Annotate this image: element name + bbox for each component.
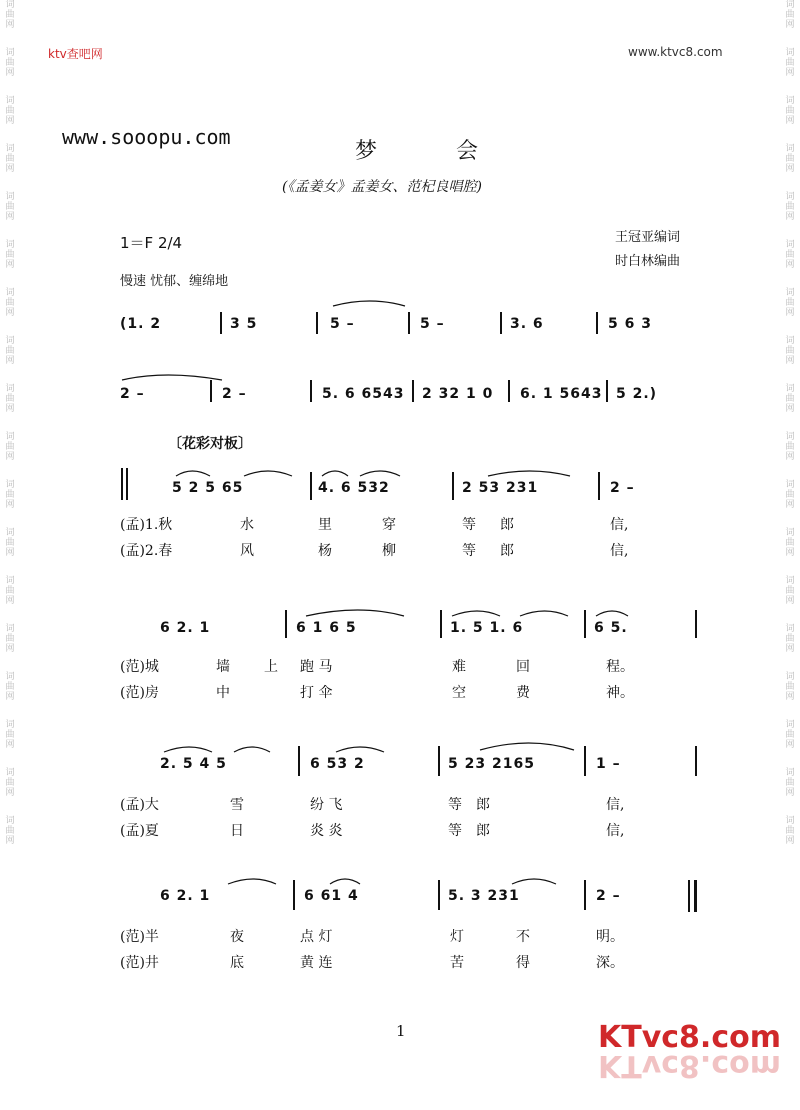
intro-measure: 6. 1 5643 [520,386,603,402]
bar-line [584,880,586,910]
lyric-word: 等 [448,797,462,813]
site-url: www.sooopu.com [62,125,231,149]
bar-line [598,472,600,500]
lyric-word: 苦 [450,955,464,971]
right-watermark-strip: 词曲网 词曲网 词曲网 词曲网 词曲网 词曲网 词曲网 词曲网 词曲网 词曲网 词曲网 词曲网 词曲网 词曲网 词曲网 词曲网 词曲网 词曲网 [785,0,795,846]
bar-line [695,746,697,776]
score-measure: 5 2 5 65 [172,480,244,496]
intro-measure: (1. 2 [120,316,162,332]
bar-line [606,380,608,402]
score-measure: 6 5. [594,620,628,636]
lyric-word: 柳 [382,543,396,559]
lyric-word: (孟)大 [120,797,159,813]
header-site-right[interactable]: www.ktvc8.com [628,45,723,59]
bar-line [408,312,410,334]
lyric-word: 郎 [476,797,490,813]
intro-measure: 2 – [120,386,145,402]
score-measure: 2 53 231 [462,480,539,496]
lyric-word: (孟)2.春 [120,543,173,559]
key-signature: 1＝F 2/4 [120,234,183,252]
section-label: 〔花彩对板〕 [168,436,252,452]
bar-line [412,380,414,402]
lyric-word: (范)城 [120,659,159,675]
site-logo[interactable]: KTvc8.com [598,1020,781,1055]
bar-line [438,746,440,776]
intro-measure: 5 – [330,316,355,332]
score-measure: 6 2. 1 [160,620,211,636]
bar-line [310,380,312,402]
bar-line [584,746,586,776]
header-site-left[interactable]: ktv查吧网 [48,47,103,61]
lyric-word: 郎 [500,517,514,533]
lyric-word: (范)井 [120,955,159,971]
intro-measure: 2 – [222,386,247,402]
lyric-word: 深。 [596,955,624,971]
bar-line [695,610,697,638]
lyric-word: 信, [610,517,629,533]
lyric-word: 回 [516,659,530,675]
bar-line [210,380,212,402]
lyric-word: 不 [516,929,530,945]
lyric-word: 得 [516,955,530,971]
lyric-word: 里 [318,517,332,533]
score-measure: 6 53 2 [310,756,365,772]
intro-measure: 5 – [420,316,445,332]
lyric-word: 上 [264,659,278,675]
site-logo-reflection: KTvc8.com [598,1048,781,1083]
bar-line [316,312,318,334]
lyric-word: 日 [230,823,244,839]
left-watermark-strip: 词曲网 词曲网 词曲网 词曲网 词曲网 词曲网 词曲网 词曲网 词曲网 词曲网 词曲网 词曲网 词曲网 词曲网 词曲网 词曲网 词曲网 词曲网 [5,0,15,846]
score-measure: 2 – [610,480,635,496]
lyric-word: (范)半 [120,929,159,945]
lyric-word: 信, [606,823,625,839]
lyric-word: 雪 [230,797,244,813]
lyric-word: 底 [230,955,244,971]
score-measure: 6 2. 1 [160,888,211,904]
lyric-word: (孟)夏 [120,823,159,839]
intro-measure: 3 5 [230,316,258,332]
bar-line [220,312,222,334]
intro-measure: 5 2.) [616,386,658,402]
lyric-word: 水 [240,517,254,533]
page-number: 1 [396,1022,406,1040]
score-measure: 5 23 2165 [448,756,535,772]
lyric-word: 费 [516,685,530,701]
lyric-word: 风 [240,543,254,559]
bar-line [298,746,300,776]
lyric-word: 难 [452,659,466,675]
lyric-word: 信, [610,543,629,559]
lyric-word: 信, [606,797,625,813]
lyric-word: 神。 [606,685,634,701]
bar-line [452,472,454,500]
bar-line [584,610,586,638]
composer-credit: 时白林编曲 [615,254,681,269]
score-measure: 6 1 6 5 [296,620,357,636]
bar-line [310,472,312,500]
lyricist-credit: 王冠亚编词 [615,230,681,245]
lyric-word: 墙 [216,659,230,675]
lyric-word: 穿 [382,517,396,533]
lyric-word: (范)房 [120,685,159,701]
lyric-word: 等 [448,823,462,839]
lyric-word: 黄 连 [300,955,333,971]
lyric-word: 灯 [450,929,464,945]
lyric-word: 中 [216,685,230,701]
lyric-word: 郎 [476,823,490,839]
bar-line [438,880,440,910]
lyric-word: (孟)1.秋 [120,517,173,533]
lyric-word: 空 [452,685,466,701]
lyric-word: 等 [462,517,476,533]
lyric-word: 郎 [500,543,514,559]
lyric-word: 等 [462,543,476,559]
bar-line [596,312,598,334]
repeat-start-barline [126,468,128,500]
bar-line [508,380,510,402]
score-measure: 2 – [596,888,621,904]
bar-line [285,610,287,638]
intro-measure: 5. 6 6543 [322,386,405,402]
lyric-word: 纷 飞 [310,797,343,813]
score-measure: 4. 6 532 [318,480,390,496]
lyric-word: 程。 [606,659,634,675]
intro-measure: 5 6 3 [608,316,652,332]
lyric-word: 点 灯 [300,929,333,945]
bar-line [293,880,295,910]
lyric-word: 跑 马 [300,659,333,675]
intro-measure: 3. 6 [510,316,544,332]
repeat-end-barline [694,880,697,912]
lyric-word: 明。 [596,929,624,945]
repeat-start-barline [121,468,123,500]
lyric-word: 杨 [318,543,332,559]
song-subtitle: (《孟姜女》孟姜女、范杞良唱腔) [282,179,482,195]
tempo-marking: 慢速 忧郁、缠绵地 [120,274,229,289]
score-measure: 1 – [596,756,621,772]
lyric-word: 夜 [230,929,244,945]
song-title: 梦 会 [355,139,514,164]
score-measure: 1. 5 1. 6 [450,620,524,636]
lyric-word: 炎 炎 [310,823,343,839]
repeat-end-barline [688,880,690,912]
score-measure: 2. 5 4 5 [160,756,227,772]
bar-line [440,610,442,638]
intro-measure: 2 32 1 0 [422,386,494,402]
lyric-word: 打 伞 [300,685,333,701]
bar-line [500,312,502,334]
score-measure: 5. 3 231 [448,888,520,904]
score-measure: 6 61 4 [304,888,359,904]
